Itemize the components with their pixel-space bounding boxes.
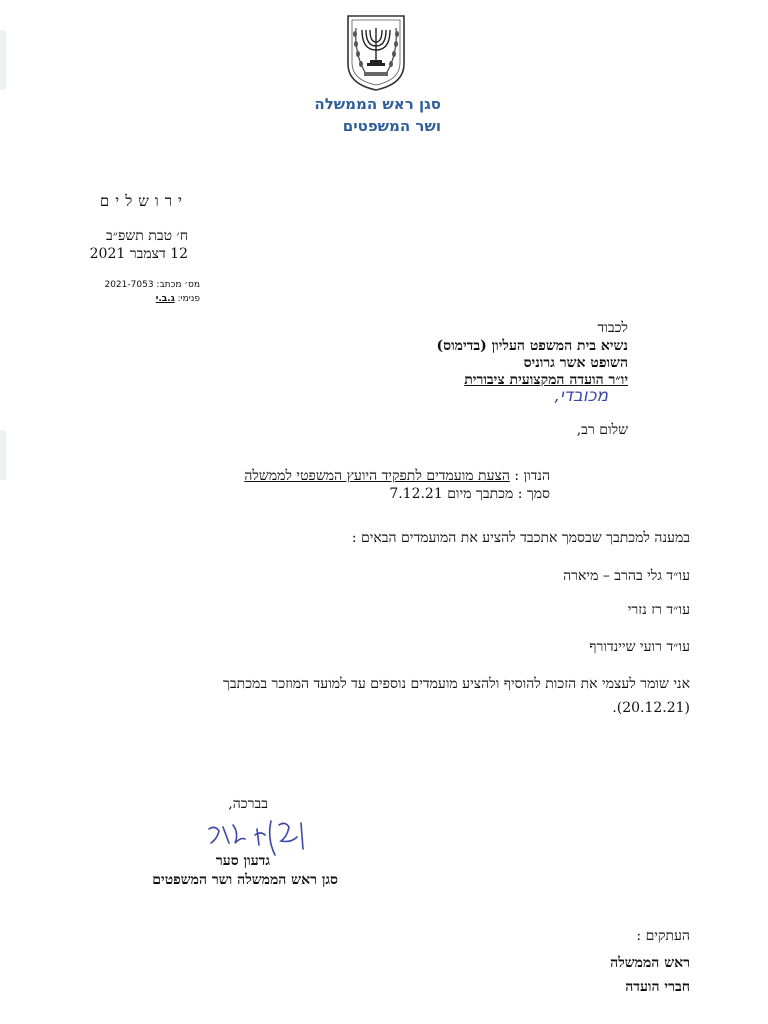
scan-edge bbox=[0, 430, 6, 480]
letter-number-row bbox=[104, 280, 200, 290]
subject-text: הצעת מועמדים לתפקיד היועץ המשפטי לממשלה bbox=[244, 468, 510, 484]
body-closing-line1: אני שומר לעצמי את הזכות להוסיף ולהציע מועמדים נוספים עד למועד המוזכר במכתבך bbox=[223, 676, 690, 692]
recipient-line1: נשיא בית המשפט העליון (בדימוס) bbox=[436, 338, 628, 354]
body-closing-line2: (20.12.21). bbox=[612, 700, 690, 716]
body-intro: במענה למכתבך שבסמך אתכבד להציע את המועמדים הבאים : bbox=[351, 530, 690, 546]
copy-item: ראש הממשלה bbox=[610, 955, 690, 971]
candidate-item: עו״ד גלי בהרב – מיארה bbox=[563, 568, 690, 584]
internal-value: ג.ב.י bbox=[155, 294, 175, 304]
scan-edge bbox=[0, 30, 6, 90]
city: ירושלים bbox=[99, 192, 188, 210]
state-emblem-icon bbox=[344, 14, 408, 92]
letter-number: 2021-7053 bbox=[104, 280, 154, 290]
candidate-item: עו״ד רז נזרי bbox=[627, 602, 690, 618]
letter-number-label: מס׳ מכתב: bbox=[156, 280, 200, 290]
office-title-line1: סגן ראש הממשלה bbox=[314, 95, 441, 113]
internal-row bbox=[156, 294, 200, 304]
subject-row bbox=[244, 468, 550, 485]
candidate-item: עו״ד רועי שיינדורף bbox=[589, 639, 690, 655]
internal-label: פנימי: bbox=[177, 294, 200, 304]
copy-item: חברי הועדה bbox=[625, 979, 690, 995]
recipient-to: לכבוד bbox=[597, 320, 628, 336]
recipient-line3: יו״ר הועדה המקצועית ציבורית bbox=[464, 372, 628, 388]
greeting: שלום רב, bbox=[576, 422, 628, 438]
signature-regards: בברכה, bbox=[228, 796, 268, 812]
subject-label: הנדון : bbox=[514, 468, 550, 484]
handwritten-salutation: מכובדי, bbox=[554, 386, 608, 406]
signature-name: גדעון סער bbox=[215, 853, 270, 869]
reference-line: סמך : מכתבך מיום 7.12.21 bbox=[389, 486, 550, 502]
copies-label: העתקים : bbox=[636, 928, 690, 944]
office-title-line2: ושר המשפטים bbox=[342, 117, 441, 135]
recipient-line2: השופט אשר גרוניס bbox=[523, 355, 628, 371]
gregorian-date: 12 דצמבר 2021 bbox=[89, 246, 188, 262]
signature-title: סגן ראש הממשלה ושר המשפטים bbox=[152, 872, 338, 888]
hebrew-date: ח׳ טבת תשפ״ב bbox=[105, 228, 188, 244]
